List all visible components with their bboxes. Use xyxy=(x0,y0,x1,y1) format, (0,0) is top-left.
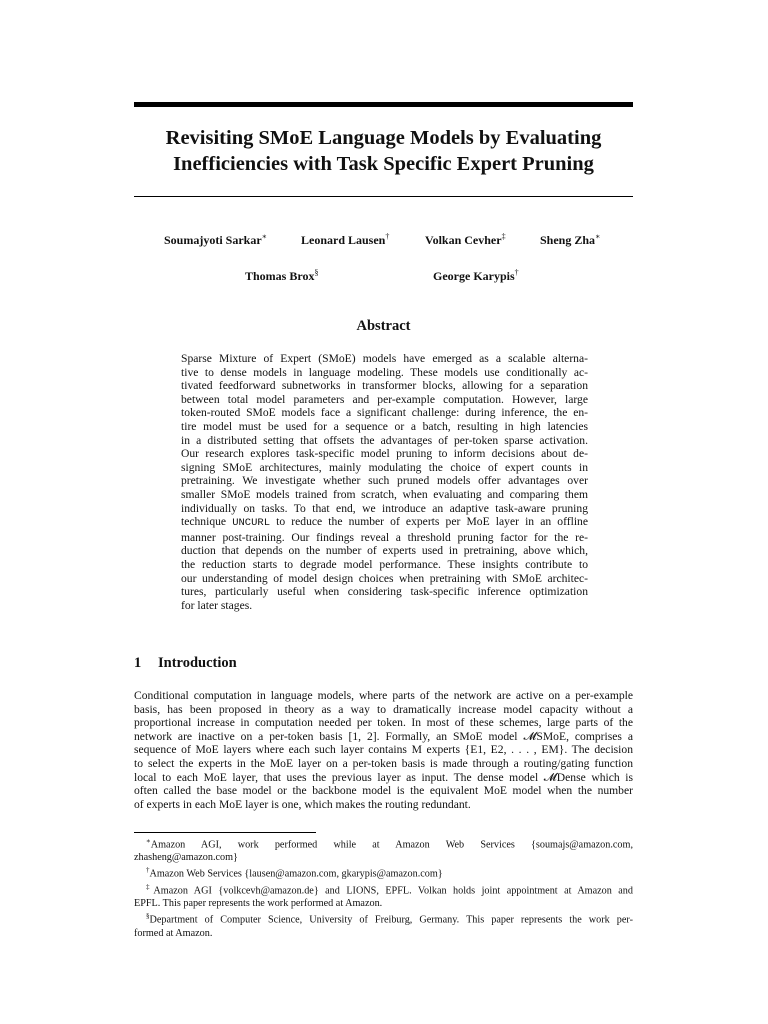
footnote-line: zhasheng@amazon.com} xyxy=(134,852,238,864)
abstract-line: tivated feedforward subnetworks in transformer blocks, allowing for a separation xyxy=(181,379,588,393)
paper-title xyxy=(134,125,633,177)
footnote xyxy=(134,835,633,864)
intro-line: Conditional computation in language models, where parts of the network are active on a per-example xyxy=(134,689,633,702)
footnote-mark: † xyxy=(146,866,150,875)
abstract-line: Sparse Mixture of Expert (SMoE) models have emerged as a scalable alterna- xyxy=(181,352,588,365)
abstract-line: for later stages. xyxy=(181,598,253,612)
abstract-line: tire model must be used for a sequence or a batch, resulting in high latencies xyxy=(181,419,588,433)
footnote-line: §Department of Computer Science, University of Freiburg, Germany. This paper represents the work per- xyxy=(146,912,633,926)
intro-line: local to each MoE layer, that uses the previous layer as input. The dense model 𝓜Dense which is xyxy=(134,770,633,784)
author-name: Thomas Brox xyxy=(245,269,315,283)
section-heading xyxy=(134,655,237,672)
intro-line: proportional increase in computation needed per token. In most of these schemes, large parts of the xyxy=(134,716,633,730)
footnote-line: ∗Amazon AGI, work performed while at Amazon Web Services {soumajs@amazon.com, xyxy=(146,837,633,851)
abstract-line: in a distributed setting that offsets the advantages of per-token sparse activation. xyxy=(181,433,588,447)
abstract-heading: Abstract xyxy=(356,318,411,334)
footnote-mark: ‡ xyxy=(146,882,154,891)
author-name: Sheng Zha xyxy=(540,233,596,247)
footnote-mark: ∗ xyxy=(146,837,151,845)
introduction-body xyxy=(134,689,633,811)
author xyxy=(425,232,506,248)
author xyxy=(164,232,267,248)
author-mark: ‡ xyxy=(501,232,506,241)
section-title: Introduction xyxy=(158,655,237,671)
author-name: Leonard Lausen xyxy=(301,233,386,247)
abstract-line: tures, particularly useful when considering task-specific inference optimization xyxy=(181,585,588,599)
abstract-line: our understanding of model design choices when pretraining with SMoE architec- xyxy=(181,571,588,585)
title-top-rule xyxy=(134,102,633,107)
intro-line: often called the base model or the backbone model is the equivalent MoE model when the number xyxy=(134,784,633,798)
abstract-line: token-routed SMoE models face a significant challenge: during inference, the en- xyxy=(181,406,588,420)
abstract-line: signing SMoE architectures, mainly modulating the choice of expert counts in xyxy=(181,460,588,474)
footnotes xyxy=(134,835,633,940)
author xyxy=(301,232,389,248)
intro-line: of experts in each MoE layer is one, which makes the routing redundant. xyxy=(134,797,471,811)
author-mark: § xyxy=(314,268,319,277)
author-name: Soumajyoti Sarkar xyxy=(164,233,262,247)
author xyxy=(433,268,519,284)
abstract-line: individually on tasks. To that end, we introduce an adaptive task-aware pruning xyxy=(181,501,588,515)
abstract-line: pretraining. We investigate whether such pruned models offer advantages over xyxy=(181,474,588,488)
footnote xyxy=(134,910,633,939)
author xyxy=(245,268,318,284)
footnote xyxy=(134,864,633,880)
section-number: 1 xyxy=(134,655,142,671)
intro-line: basis, has been proposed in theory as a way to dramatically increase model capacity without a xyxy=(134,702,633,716)
intro-line: to select the experts in the MoE layer on a per-token basis is made through a routing/gating function xyxy=(134,756,633,770)
abstract-line: duction that depends on the number of experts used in pretraining, above which, xyxy=(181,544,588,558)
author-mark: † xyxy=(514,268,519,277)
abstract-line: manner post-training. Our findings reveal a threshold pruning factor for the re- xyxy=(181,530,588,544)
abstract-body xyxy=(181,352,588,612)
abstract-line: between total model parameters and per-example computation. However, large xyxy=(181,392,588,406)
title-line-2: Inefficiencies with Task Specific Expert Pruning xyxy=(173,153,594,175)
abstract-line: tive to dense models in language modeling. These models use conditionally ac- xyxy=(181,365,588,379)
abstract-line: technique UNCURL to reduce the number of experts per MoE layer in an offline xyxy=(181,515,588,530)
footnote-mark: § xyxy=(146,912,150,921)
footnote-line: EPFL. This paper represents the work performed at Amazon. xyxy=(134,898,383,910)
footnote-line: formed at Amazon. xyxy=(134,927,213,939)
author-name: Volkan Cevher xyxy=(425,233,502,247)
footnote-line: ‡Amazon AGI {volkcevh@amazon.de} and LIONS, EPFL. Volkan holds joint appointment at Amazon and xyxy=(146,882,633,897)
author-mark: ∗ xyxy=(595,232,601,241)
author-mark: † xyxy=(385,232,390,241)
abstract-line: the reduction starts to degrade model performance. These insights contribute to xyxy=(181,557,588,571)
footnote-line: †Amazon Web Services {lausen@amazon.com, gkarypis@amazon.com} xyxy=(146,866,443,880)
title-line-1: Revisiting SMoE Language Models by Evaluating xyxy=(165,127,602,149)
footnote-rule xyxy=(134,832,316,833)
author-name: George Karypis xyxy=(433,269,515,283)
method-name: UNCURL xyxy=(232,517,271,530)
intro-line: sequence of MoE layers where each such layer contains M experts {E1, E2, . . . , EM}. The decision xyxy=(134,743,633,757)
author-mark: ∗ xyxy=(261,232,268,241)
title-bottom-rule xyxy=(134,196,633,197)
author xyxy=(540,232,600,248)
abstract-line: smaller SMoE models trained from scratch, when evaluating and comparing them xyxy=(181,487,588,501)
abstract-line: Our research explores task-specific model pruning to inform decisions about de- xyxy=(181,447,588,461)
intro-line: network are inactive on a per-token basis [1, 2]. Formally, an SMoE model 𝓜SMoE, comprises a xyxy=(134,729,633,743)
footnote xyxy=(134,881,633,910)
